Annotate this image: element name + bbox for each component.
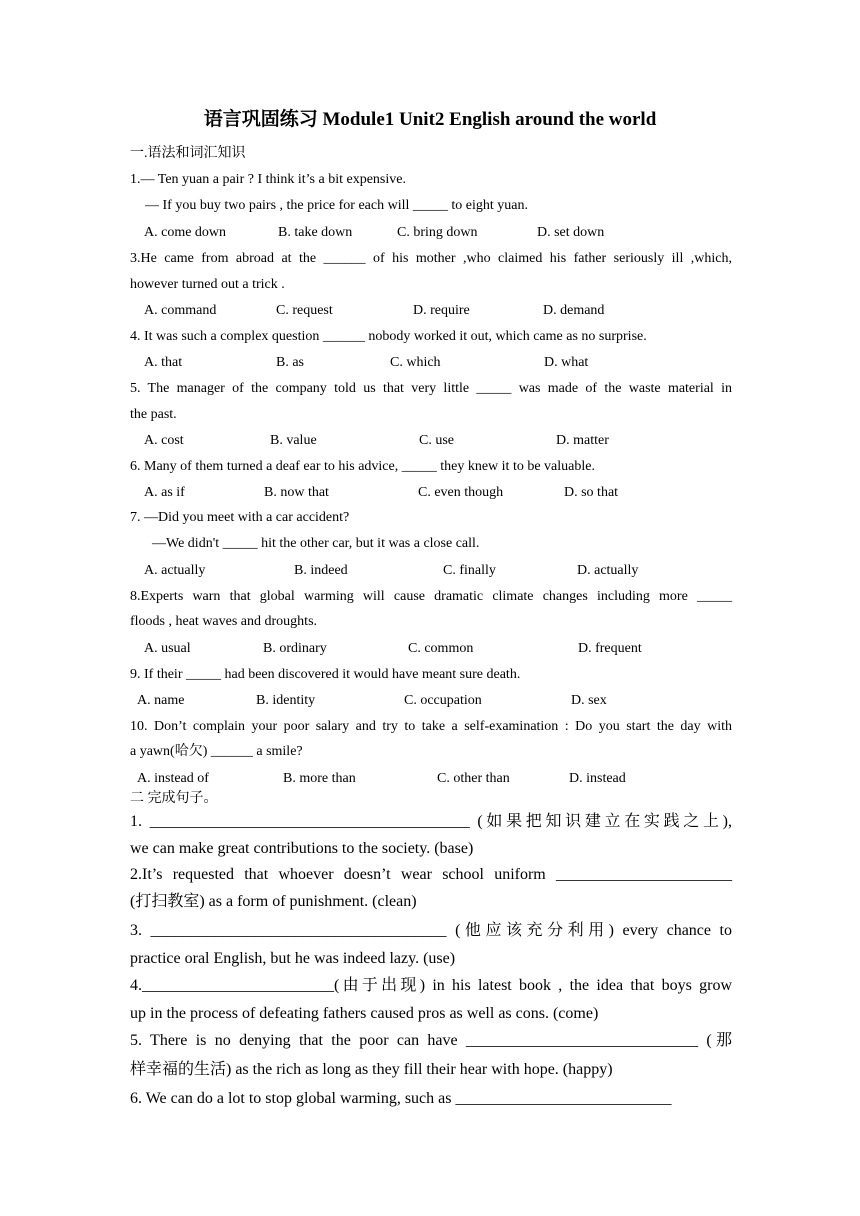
question-line: 6. Many of them turned a deaf ear to his advice, _____ they knew it to be valuable. — [130, 459, 595, 474]
question-line: — If you buy two pairs , the price for each will _____ to eight yuan. — [145, 198, 528, 213]
question-line: 9. If their _____ had been discovered it would have meant sure death. — [130, 667, 521, 682]
question-line: a yawn(哈欠) ______ a smile? — [130, 744, 303, 759]
option-b: B. value — [270, 433, 317, 448]
question-line: 1.— Ten yuan a pair ? I think it’s a bit expensive. — [130, 172, 406, 187]
option-a: A. name — [137, 693, 185, 708]
option-b: B. more than — [283, 771, 356, 786]
question-line: 3.He came from abroad at the ______ of his mother ,who claimed his father seriously ill ,which, — [130, 251, 732, 266]
sentence-line: practice oral English, but he was indeed lazy. (use) — [130, 950, 456, 967]
sentence-line: 4.________________________(由于出现) in his latest book , the idea that boys grow — [130, 977, 732, 994]
option-a: A. come down — [144, 225, 227, 240]
option-a: A. command — [144, 303, 217, 318]
option-c: C. even though — [418, 485, 504, 500]
sentence-line: 3. _____________________________________ (他应该充分利用) every chance to — [130, 922, 732, 939]
question-line: —We didn't _____ hit the other car, but it was a close call. — [152, 536, 480, 551]
question-line: 10. Don’t complain your poor salary and try to take a self-examination : Do you start the day with — [130, 719, 732, 734]
question-line: floods , heat waves and droughts. — [130, 614, 318, 629]
option-d: D. matter — [556, 433, 609, 448]
sentence-line: (打扫教室) as a form of punishment. (clean) — [130, 893, 417, 910]
option-b: B. as — [276, 355, 304, 370]
option-d: D. actually — [577, 563, 639, 578]
question-line: 4. It was such a complex question ______ nobody worked it out, which came as no surprise. — [130, 329, 647, 344]
option-d: D. so that — [564, 485, 619, 500]
option-a: A. instead of — [137, 771, 209, 786]
section-heading-sentences: 二 完成句子。 — [130, 791, 218, 806]
option-b: B. now that — [264, 485, 329, 500]
option-d: D. demand — [543, 303, 605, 318]
sentence-line: 5. There is no denying that the poor can have _____________________________ (那 — [130, 1032, 732, 1049]
sentence-line: 2.It’s requested that whoever doesn’t wear school uniform ______________________ — [130, 866, 732, 883]
sentence-line: 1. ________________________________________ (如果把知识建立在实践之上), — [130, 813, 732, 830]
page-title: 语言巩固练习 Module1 Unit2 English around the world — [203, 109, 657, 130]
option-d: D. sex — [571, 693, 607, 708]
question-line: 7. —Did you meet with a car accident? — [130, 510, 350, 525]
option-c: D. require — [413, 303, 470, 318]
question-line: 5. The manager of the company told us that very little _____ was made of the waste material in — [130, 381, 732, 396]
option-c: C. use — [419, 433, 454, 448]
option-d: D. what — [544, 355, 589, 370]
option-a: A. that — [144, 355, 183, 370]
option-d: D. instead — [569, 771, 626, 786]
option-a: A. as if — [144, 485, 185, 500]
option-a: A. usual — [144, 641, 191, 656]
option-b: B. identity — [256, 693, 316, 708]
option-a: A. cost — [144, 433, 184, 448]
question-line: however turned out a trick . — [130, 277, 285, 292]
option-c: C. which — [390, 355, 441, 370]
question-line: 8.Experts warn that global warming will cause dramatic climate changes including more _____ — [130, 589, 732, 604]
option-a: A. actually — [144, 563, 206, 578]
option-b: B. ordinary — [263, 641, 327, 656]
option-b: B. indeed — [294, 563, 348, 578]
section-heading-grammar: 一.语法和词汇知识 — [130, 146, 246, 161]
option-b: B. take down — [278, 225, 353, 240]
option-b: C. request — [276, 303, 333, 318]
option-c: C. finally — [443, 563, 496, 578]
option-c: C. common — [408, 641, 474, 656]
option-d: D. frequent — [578, 641, 642, 656]
sentence-line: 样幸福的生活) as the rich as long as they fill their hear with hope. (happy) — [130, 1061, 613, 1078]
question-line: the past. — [130, 407, 177, 422]
option-c: C. occupation — [404, 693, 482, 708]
option-c: C. other than — [437, 771, 510, 786]
option-d: D. set down — [537, 225, 605, 240]
option-c: C. bring down — [397, 225, 478, 240]
sentence-line: 6. We can do a lot to stop global warming, such as ___________________________ — [130, 1090, 672, 1107]
sentence-line: we can make great contributions to the society. (base) — [130, 840, 474, 857]
sentence-line: up in the process of defeating fathers caused pros as well as cons. (come) — [130, 1005, 599, 1022]
